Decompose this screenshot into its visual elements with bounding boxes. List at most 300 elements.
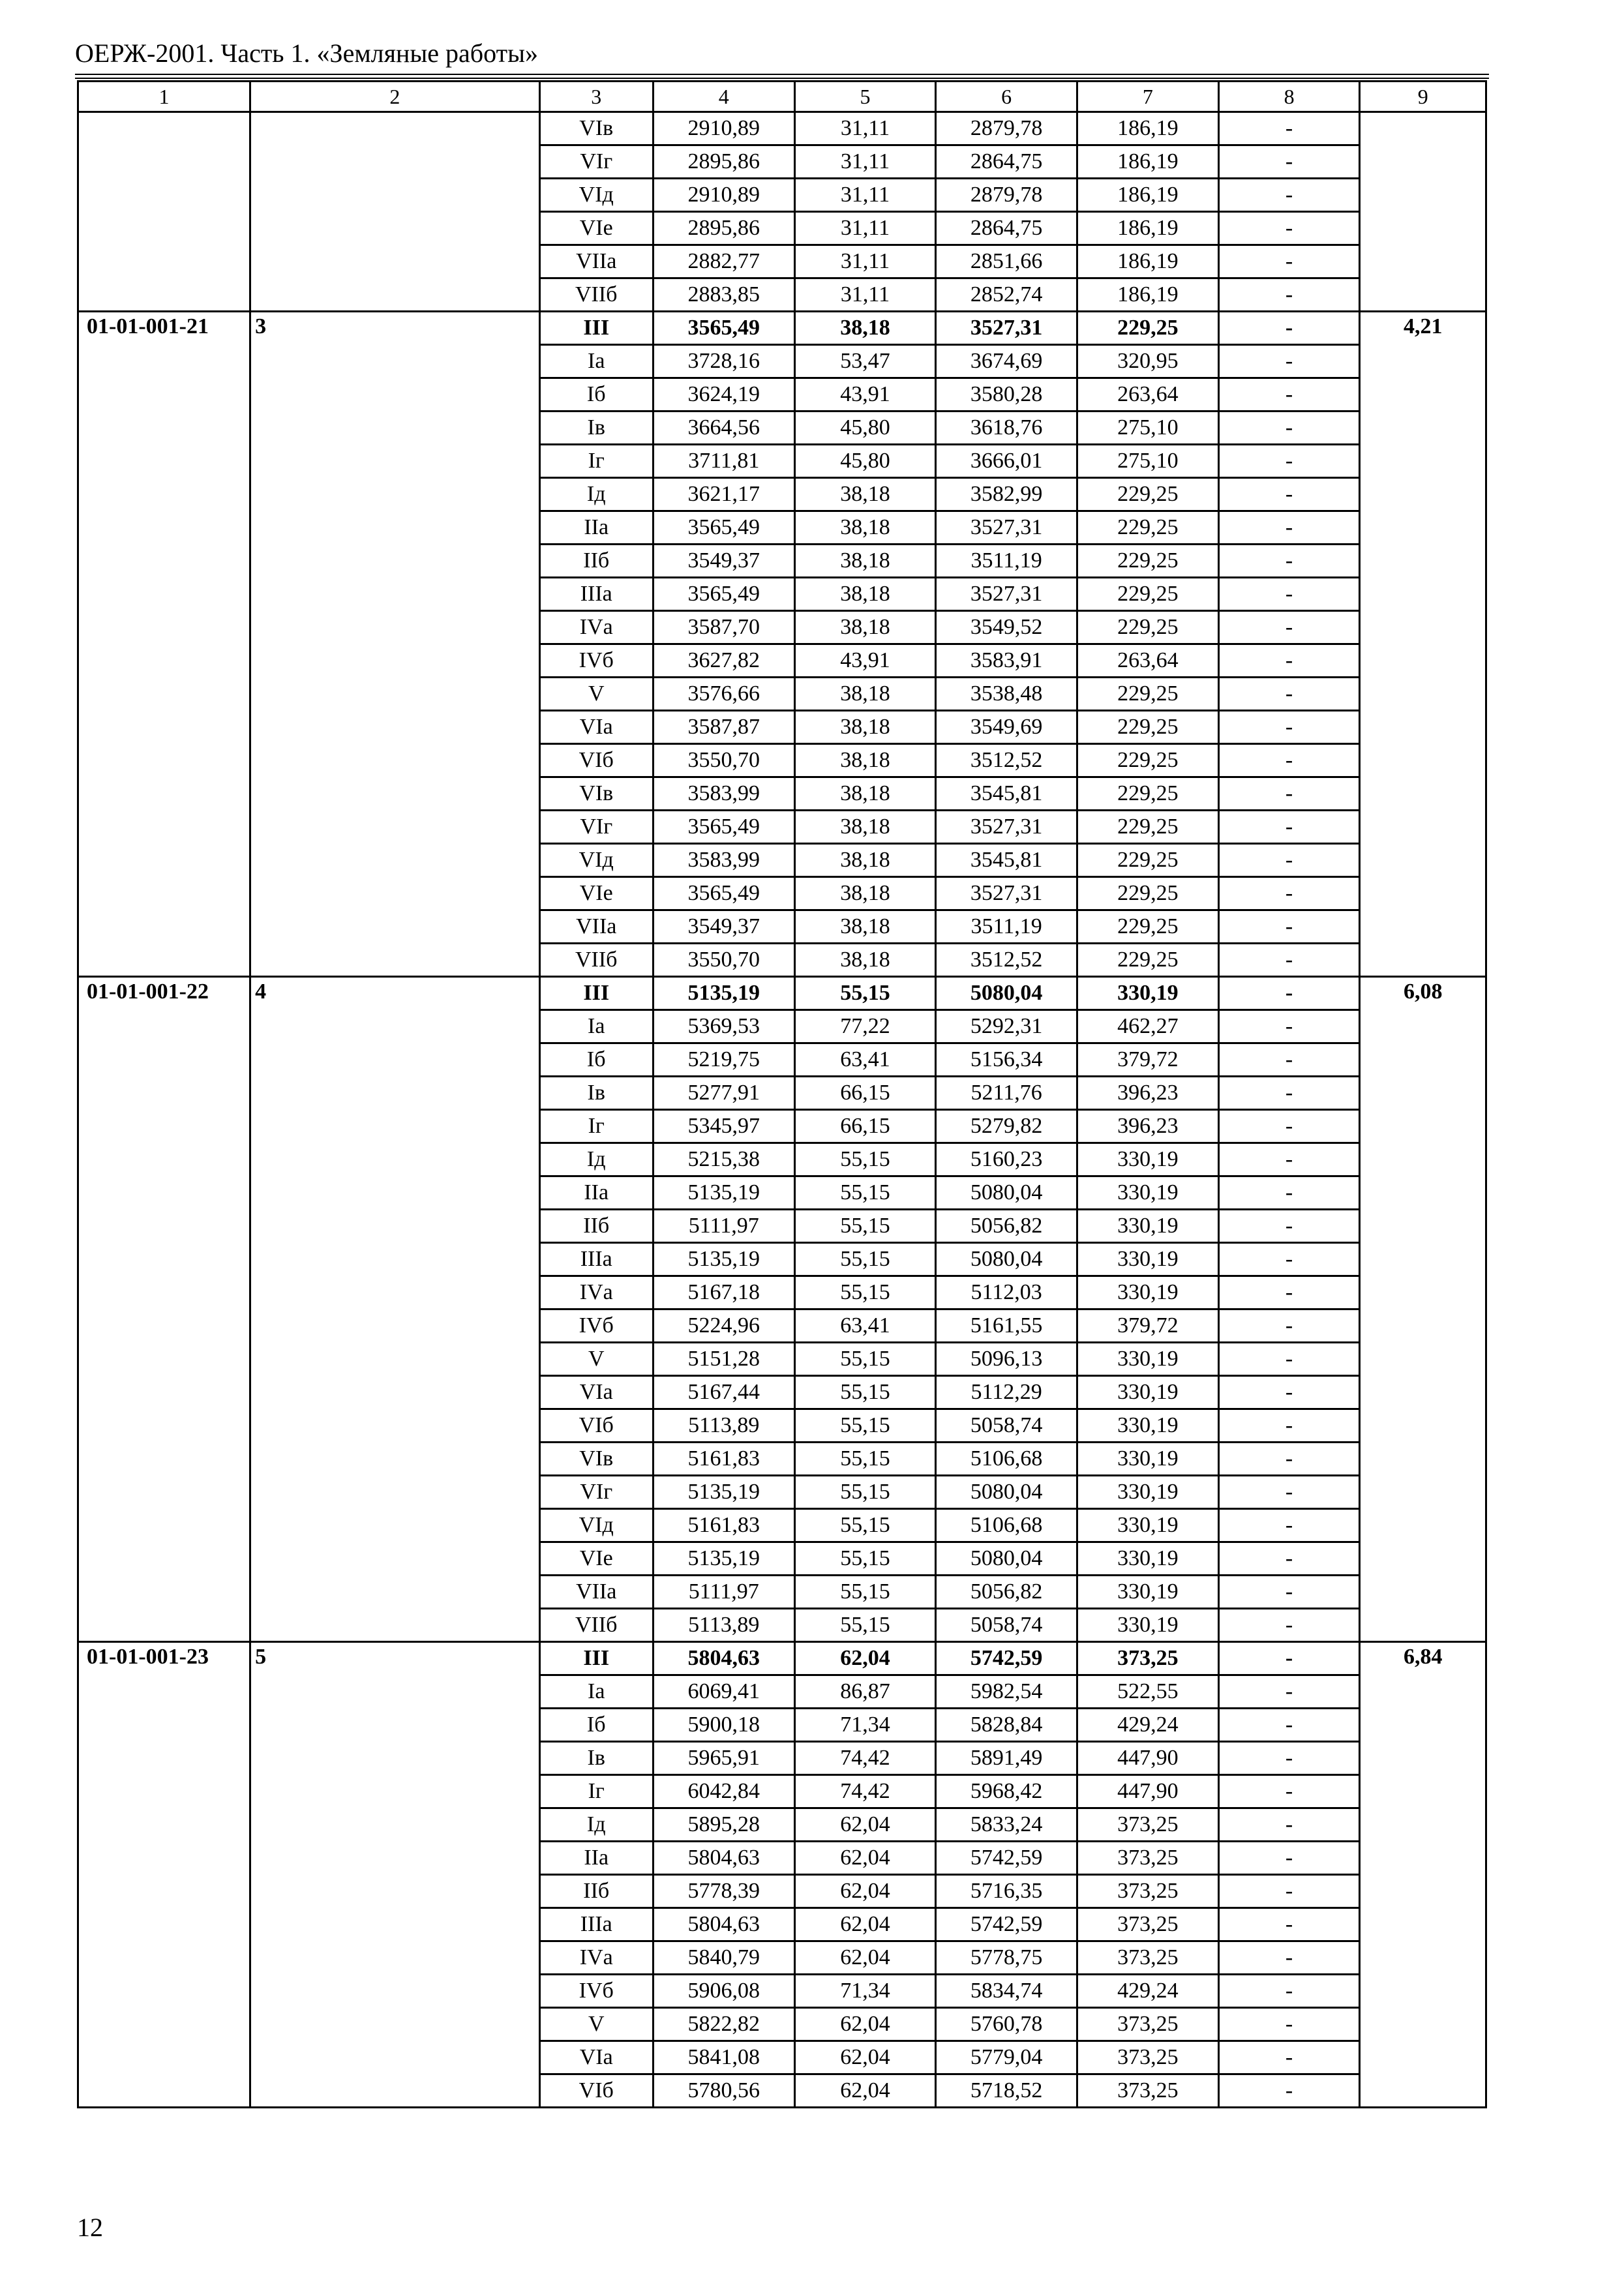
wage-cell: 38,18 xyxy=(794,678,936,711)
driver-wage-cell: 186,19 xyxy=(1077,112,1219,145)
class-cell: Iв xyxy=(539,1742,653,1775)
driver-wage-cell: 330,19 xyxy=(1077,1143,1219,1176)
material-cell: - xyxy=(1218,1775,1360,1808)
class-cell: IVа xyxy=(539,1941,653,1975)
class-cell: IVа xyxy=(539,1276,653,1309)
machine-cell: 3538,48 xyxy=(936,678,1077,711)
wage-cell: 55,15 xyxy=(794,1542,936,1576)
cost-cell: 5111,97 xyxy=(653,1210,794,1243)
machine-cell: 3527,31 xyxy=(936,511,1077,545)
wage-cell: 55,15 xyxy=(794,1143,936,1176)
machine-cell: 5292,31 xyxy=(936,1010,1077,1043)
machine-cell: 5106,68 xyxy=(936,1443,1077,1476)
material-cell: - xyxy=(1218,445,1360,478)
driver-wage-cell: 229,25 xyxy=(1077,611,1219,644)
machine-cell: 3512,52 xyxy=(936,944,1077,977)
driver-wage-cell: 373,25 xyxy=(1077,1808,1219,1842)
class-cell: VIIа xyxy=(539,245,653,278)
wage-cell: 55,15 xyxy=(794,1476,936,1509)
class-cell: Iг xyxy=(539,445,653,478)
page-header-title: ОЕРЖ-2001. Часть 1. «Земляные работы» xyxy=(75,38,538,68)
class-cell: Iб xyxy=(539,1043,653,1077)
material-cell: - xyxy=(1218,1243,1360,1276)
wage-cell: 38,18 xyxy=(794,511,936,545)
driver-wage-cell: 330,19 xyxy=(1077,1176,1219,1210)
material-cell: - xyxy=(1218,1509,1360,1542)
machine-cell: 5112,03 xyxy=(936,1276,1077,1309)
class-cell: VIв xyxy=(539,777,653,811)
machine-cell: 5834,74 xyxy=(936,1975,1077,2008)
class-cell: III xyxy=(539,1642,653,1675)
driver-wage-cell: 229,25 xyxy=(1077,877,1219,910)
material-cell: - xyxy=(1218,910,1360,944)
driver-wage-cell: 229,25 xyxy=(1077,711,1219,744)
rate-code-cell: 01-01-001-22 xyxy=(78,977,250,1642)
machine-cell: 3674,69 xyxy=(936,345,1077,378)
material-cell: - xyxy=(1218,1409,1360,1443)
page-number: 12 xyxy=(77,2213,103,2242)
table-row xyxy=(78,312,1486,345)
class-cell: Iд xyxy=(539,1143,653,1176)
class-cell: VIг xyxy=(539,1476,653,1509)
wage-cell: 55,15 xyxy=(794,1243,936,1276)
column-number: 6 xyxy=(936,82,1077,112)
cost-cell: 6069,41 xyxy=(653,1675,794,1709)
wage-cell: 62,04 xyxy=(794,1808,936,1842)
machine-cell: 3545,81 xyxy=(936,777,1077,811)
cost-cell: 5965,91 xyxy=(653,1742,794,1775)
material-cell: - xyxy=(1218,877,1360,910)
machine-cell: 3580,28 xyxy=(936,378,1077,411)
material-cell: - xyxy=(1218,777,1360,811)
wage-cell: 38,18 xyxy=(794,578,936,611)
cost-cell: 3565,49 xyxy=(653,511,794,545)
cost-cell: 3583,99 xyxy=(653,844,794,877)
driver-wage-cell: 373,25 xyxy=(1077,1908,1219,1941)
cost-cell: 5135,19 xyxy=(653,1243,794,1276)
material-cell: - xyxy=(1218,1742,1360,1775)
cost-cell: 3576,66 xyxy=(653,678,794,711)
driver-wage-cell: 186,19 xyxy=(1077,179,1219,212)
driver-wage-cell: 429,24 xyxy=(1077,1975,1219,2008)
header-rule xyxy=(75,78,1489,79)
wage-cell: 55,15 xyxy=(794,1210,936,1243)
wage-cell: 55,15 xyxy=(794,1176,936,1210)
material-cell: - xyxy=(1218,1609,1360,1642)
driver-wage-cell: 229,25 xyxy=(1077,678,1219,711)
driver-wage-cell: 330,19 xyxy=(1077,1576,1219,1609)
cost-cell: 3587,87 xyxy=(653,711,794,744)
class-cell: Iг xyxy=(539,1110,653,1143)
driver-wage-cell: 330,19 xyxy=(1077,1276,1219,1309)
driver-wage-cell: 263,64 xyxy=(1077,644,1219,678)
machine-cell: 5742,59 xyxy=(936,1842,1077,1875)
driver-wage-cell: 373,25 xyxy=(1077,2008,1219,2041)
wage-cell: 71,34 xyxy=(794,1975,936,2008)
wage-cell: 55,15 xyxy=(794,1576,936,1609)
class-cell: IIIа xyxy=(539,1908,653,1941)
rate-code-cell: 01-01-001-21 xyxy=(78,312,250,977)
class-cell: VIIа xyxy=(539,1576,653,1609)
material-cell: - xyxy=(1218,1808,1360,1842)
cost-cell: 5161,83 xyxy=(653,1443,794,1476)
material-cell: - xyxy=(1218,678,1360,711)
cost-cell: 3549,37 xyxy=(653,545,794,578)
labor-cost-cell xyxy=(1360,112,1486,312)
machine-cell: 3583,91 xyxy=(936,644,1077,678)
machine-cell: 5080,04 xyxy=(936,1476,1077,1509)
class-cell: V xyxy=(539,2008,653,2041)
rates-table xyxy=(77,80,1487,2108)
wage-cell: 62,04 xyxy=(794,2008,936,2041)
material-cell: - xyxy=(1218,1842,1360,1875)
machine-cell: 3511,19 xyxy=(936,910,1077,944)
cost-cell: 5900,18 xyxy=(653,1709,794,1742)
class-cell: VIг xyxy=(539,145,653,179)
machine-cell: 5982,54 xyxy=(936,1675,1077,1709)
driver-wage-cell: 275,10 xyxy=(1077,411,1219,445)
driver-wage-cell: 462,27 xyxy=(1077,1010,1219,1043)
machine-cell: 5828,84 xyxy=(936,1709,1077,1742)
wage-cell: 74,42 xyxy=(794,1775,936,1808)
machine-cell: 5742,59 xyxy=(936,1642,1077,1675)
cost-cell: 3728,16 xyxy=(653,345,794,378)
material-cell: - xyxy=(1218,1875,1360,1908)
driver-wage-cell: 229,25 xyxy=(1077,312,1219,345)
driver-wage-cell: 330,19 xyxy=(1077,1243,1219,1276)
cost-cell: 2910,89 xyxy=(653,112,794,145)
wage-cell: 38,18 xyxy=(794,944,936,977)
table-row xyxy=(78,1642,1486,1675)
cost-cell: 5135,19 xyxy=(653,1476,794,1509)
cost-cell: 5161,83 xyxy=(653,1509,794,1542)
material-cell: - xyxy=(1218,644,1360,678)
class-cell: III xyxy=(539,312,653,345)
cost-cell: 5215,38 xyxy=(653,1143,794,1176)
class-cell: Iа xyxy=(539,345,653,378)
wage-cell: 62,04 xyxy=(794,2041,936,2074)
machine-cell: 5080,04 xyxy=(936,1243,1077,1276)
material-cell: - xyxy=(1218,212,1360,245)
rate-code-cell xyxy=(78,112,250,312)
cost-cell: 5804,63 xyxy=(653,1642,794,1675)
machine-cell: 5096,13 xyxy=(936,1343,1077,1376)
wage-cell: 71,34 xyxy=(794,1709,936,1742)
machine-cell: 3527,31 xyxy=(936,811,1077,844)
wage-cell: 62,04 xyxy=(794,1908,936,1941)
column-number: 4 xyxy=(653,82,794,112)
wage-cell: 55,15 xyxy=(794,1443,936,1476)
cost-cell: 3550,70 xyxy=(653,944,794,977)
wage-cell: 66,15 xyxy=(794,1077,936,1110)
class-cell: Iд xyxy=(539,478,653,511)
wage-cell: 31,11 xyxy=(794,212,936,245)
cost-cell: 3664,56 xyxy=(653,411,794,445)
material-cell: - xyxy=(1218,1709,1360,1742)
class-cell: IVб xyxy=(539,644,653,678)
cost-cell: 3627,82 xyxy=(653,644,794,678)
class-cell: Iа xyxy=(539,1010,653,1043)
wage-cell: 38,18 xyxy=(794,877,936,910)
driver-wage-cell: 330,19 xyxy=(1077,1509,1219,1542)
material-cell: - xyxy=(1218,1110,1360,1143)
class-cell: VIе xyxy=(539,877,653,910)
driver-wage-cell: 186,19 xyxy=(1077,245,1219,278)
material-cell: - xyxy=(1218,1176,1360,1210)
wage-cell: 55,15 xyxy=(794,1509,936,1542)
driver-wage-cell: 229,25 xyxy=(1077,944,1219,977)
cost-cell: 5113,89 xyxy=(653,1609,794,1642)
driver-wage-cell: 373,25 xyxy=(1077,1875,1219,1908)
driver-wage-cell: 229,25 xyxy=(1077,478,1219,511)
material-cell: - xyxy=(1218,1276,1360,1309)
cost-cell: 2883,85 xyxy=(653,278,794,312)
wage-cell: 55,15 xyxy=(794,1609,936,1642)
driver-wage-cell: 330,19 xyxy=(1077,1376,1219,1409)
driver-wage-cell: 229,25 xyxy=(1077,545,1219,578)
material-cell: - xyxy=(1218,2008,1360,2041)
material-cell: - xyxy=(1218,1542,1360,1576)
machine-cell: 2864,75 xyxy=(936,145,1077,179)
class-cell: V xyxy=(539,678,653,711)
wage-cell: 38,18 xyxy=(794,777,936,811)
class-cell: IVа xyxy=(539,611,653,644)
driver-wage-cell: 330,19 xyxy=(1077,1542,1219,1576)
labor-cost-cell: 6,84 xyxy=(1360,1642,1486,2108)
machine-cell: 5106,68 xyxy=(936,1509,1077,1542)
material-cell: - xyxy=(1218,1941,1360,1975)
wage-cell: 66,15 xyxy=(794,1110,936,1143)
wage-cell: 38,18 xyxy=(794,478,936,511)
material-cell: - xyxy=(1218,711,1360,744)
wage-cell: 63,41 xyxy=(794,1309,936,1343)
material-cell: - xyxy=(1218,1309,1360,1343)
machine-cell: 2879,78 xyxy=(936,179,1077,212)
driver-wage-cell: 373,25 xyxy=(1077,2074,1219,2108)
cost-cell: 5167,44 xyxy=(653,1376,794,1409)
machine-cell: 5156,34 xyxy=(936,1043,1077,1077)
machine-cell: 2852,74 xyxy=(936,278,1077,312)
material-cell: - xyxy=(1218,1975,1360,2008)
material-cell: - xyxy=(1218,312,1360,345)
class-cell: IVб xyxy=(539,1975,653,2008)
column-number-row xyxy=(78,82,1486,112)
material-cell: - xyxy=(1218,112,1360,145)
machine-cell: 3549,69 xyxy=(936,711,1077,744)
wage-cell: 63,41 xyxy=(794,1043,936,1077)
machine-cell: 3511,19 xyxy=(936,545,1077,578)
column-number: 1 xyxy=(78,82,250,112)
wage-cell: 62,04 xyxy=(794,2074,936,2108)
cost-cell: 5135,19 xyxy=(653,1176,794,1210)
material-cell: - xyxy=(1218,1443,1360,1476)
machine-cell: 2864,75 xyxy=(936,212,1077,245)
material-cell: - xyxy=(1218,345,1360,378)
driver-wage-cell: 373,25 xyxy=(1077,1941,1219,1975)
material-cell: - xyxy=(1218,1043,1360,1077)
material-cell: - xyxy=(1218,977,1360,1010)
driver-wage-cell: 229,25 xyxy=(1077,910,1219,944)
machine-cell: 5779,04 xyxy=(936,2041,1077,2074)
wage-cell: 43,91 xyxy=(794,644,936,678)
machine-cell: 3527,31 xyxy=(936,312,1077,345)
wage-cell: 62,04 xyxy=(794,1842,936,1875)
cost-cell: 5780,56 xyxy=(653,2074,794,2108)
material-cell: - xyxy=(1218,411,1360,445)
material-cell: - xyxy=(1218,1642,1360,1675)
wage-cell: 55,15 xyxy=(794,1276,936,1309)
class-cell: III xyxy=(539,977,653,1010)
driver-wage-cell: 396,23 xyxy=(1077,1077,1219,1110)
driver-wage-cell: 447,90 xyxy=(1077,1775,1219,1808)
class-cell: VIIб xyxy=(539,1609,653,1642)
class-cell: IIа xyxy=(539,1176,653,1210)
material-cell: - xyxy=(1218,478,1360,511)
machine-cell: 5160,23 xyxy=(936,1143,1077,1176)
rate-code-cell: 01-01-001-23 xyxy=(78,1642,250,2108)
driver-wage-cell: 379,72 xyxy=(1077,1043,1219,1077)
driver-wage-cell: 186,19 xyxy=(1077,145,1219,179)
table-body xyxy=(78,82,1486,2108)
machine-cell: 5080,04 xyxy=(936,1542,1077,1576)
cost-cell: 5895,28 xyxy=(653,1808,794,1842)
cost-cell: 5840,79 xyxy=(653,1941,794,1975)
material-cell: - xyxy=(1218,2074,1360,2108)
class-cell: IVб xyxy=(539,1309,653,1343)
wage-cell: 38,18 xyxy=(794,910,936,944)
machine-cell: 3549,52 xyxy=(936,611,1077,644)
cost-cell: 3549,37 xyxy=(653,910,794,944)
cost-cell: 6042,84 xyxy=(653,1775,794,1808)
labor-cost-cell: 4,21 xyxy=(1360,312,1486,977)
wage-cell: 55,15 xyxy=(794,1343,936,1376)
driver-wage-cell: 330,19 xyxy=(1077,1476,1219,1509)
driver-wage-cell: 373,25 xyxy=(1077,1642,1219,1675)
class-cell: VIIб xyxy=(539,944,653,977)
cost-cell: 2882,77 xyxy=(653,245,794,278)
driver-wage-cell: 330,19 xyxy=(1077,1343,1219,1376)
driver-wage-cell: 330,19 xyxy=(1077,1409,1219,1443)
machine-cell: 5080,04 xyxy=(936,977,1077,1010)
class-cell: VIв xyxy=(539,112,653,145)
machine-cell: 5833,24 xyxy=(936,1808,1077,1842)
wage-cell: 38,18 xyxy=(794,844,936,877)
machine-cell: 5718,52 xyxy=(936,2074,1077,2108)
wage-cell: 43,91 xyxy=(794,378,936,411)
cost-cell: 5135,19 xyxy=(653,1542,794,1576)
cost-cell: 2910,89 xyxy=(653,179,794,212)
cost-cell: 5167,18 xyxy=(653,1276,794,1309)
cost-cell: 3565,49 xyxy=(653,811,794,844)
machine-cell: 5112,29 xyxy=(936,1376,1077,1409)
class-cell: Iб xyxy=(539,378,653,411)
machine-cell: 3527,31 xyxy=(936,578,1077,611)
driver-wage-cell: 186,19 xyxy=(1077,278,1219,312)
column-number: 5 xyxy=(794,82,936,112)
wage-cell: 31,11 xyxy=(794,145,936,179)
wage-cell: 31,11 xyxy=(794,112,936,145)
driver-wage-cell: 373,25 xyxy=(1077,2041,1219,2074)
class-cell: IIб xyxy=(539,1210,653,1243)
table-row xyxy=(78,112,1486,145)
column-number: 3 xyxy=(539,82,653,112)
cost-cell: 5277,91 xyxy=(653,1077,794,1110)
material-cell: - xyxy=(1218,245,1360,278)
machine-cell: 5716,35 xyxy=(936,1875,1077,1908)
class-cell: Iа xyxy=(539,1675,653,1709)
machine-cell: 5056,82 xyxy=(936,1210,1077,1243)
class-cell: Iв xyxy=(539,1077,653,1110)
class-cell: VIа xyxy=(539,2041,653,2074)
driver-wage-cell: 275,10 xyxy=(1077,445,1219,478)
class-cell: VIе xyxy=(539,1542,653,1576)
machine-cell: 3512,52 xyxy=(936,744,1077,777)
driver-wage-cell: 330,19 xyxy=(1077,977,1219,1010)
class-cell: V xyxy=(539,1343,653,1376)
material-cell: - xyxy=(1218,278,1360,312)
cost-cell: 2895,86 xyxy=(653,145,794,179)
material-cell: - xyxy=(1218,1143,1360,1176)
wage-cell: 38,18 xyxy=(794,744,936,777)
machine-cell: 3527,31 xyxy=(936,877,1077,910)
cost-cell: 3583,99 xyxy=(653,777,794,811)
class-cell: IIб xyxy=(539,545,653,578)
material-cell: - xyxy=(1218,2041,1360,2074)
machine-cell: 5778,75 xyxy=(936,1941,1077,1975)
cost-cell: 5113,89 xyxy=(653,1409,794,1443)
machine-cell: 5161,55 xyxy=(936,1309,1077,1343)
cost-cell: 5804,63 xyxy=(653,1908,794,1941)
cost-cell: 5111,97 xyxy=(653,1576,794,1609)
material-cell: - xyxy=(1218,944,1360,977)
machine-cell: 5891,49 xyxy=(936,1742,1077,1775)
wage-cell: 38,18 xyxy=(794,711,936,744)
cost-cell: 3565,49 xyxy=(653,578,794,611)
class-cell: VIб xyxy=(539,1409,653,1443)
class-cell: IIIа xyxy=(539,1243,653,1276)
cost-cell: 5345,97 xyxy=(653,1110,794,1143)
cost-cell: 5135,19 xyxy=(653,977,794,1010)
driver-wage-cell: 522,55 xyxy=(1077,1675,1219,1709)
material-cell: - xyxy=(1218,1210,1360,1243)
driver-wage-cell: 229,25 xyxy=(1077,811,1219,844)
material-cell: - xyxy=(1218,1908,1360,1941)
quantity-cell xyxy=(250,112,539,312)
machine-cell: 2879,78 xyxy=(936,112,1077,145)
wage-cell: 77,22 xyxy=(794,1010,936,1043)
class-cell: IIб xyxy=(539,1875,653,1908)
cost-cell: 3587,70 xyxy=(653,611,794,644)
wage-cell: 53,47 xyxy=(794,345,936,378)
driver-wage-cell: 229,25 xyxy=(1077,777,1219,811)
driver-wage-cell: 396,23 xyxy=(1077,1110,1219,1143)
wage-cell: 62,04 xyxy=(794,1941,936,1975)
cost-cell: 5804,63 xyxy=(653,1842,794,1875)
class-cell: VIа xyxy=(539,1376,653,1409)
cost-cell: 5906,08 xyxy=(653,1975,794,2008)
machine-cell: 5742,59 xyxy=(936,1908,1077,1941)
class-cell: VIв xyxy=(539,1443,653,1476)
class-cell: VIд xyxy=(539,179,653,212)
class-cell: VIд xyxy=(539,844,653,877)
wage-cell: 31,11 xyxy=(794,245,936,278)
machine-cell: 5211,76 xyxy=(936,1077,1077,1110)
material-cell: - xyxy=(1218,578,1360,611)
class-cell: VIIб xyxy=(539,278,653,312)
wage-cell: 55,15 xyxy=(794,1409,936,1443)
wage-cell: 38,18 xyxy=(794,611,936,644)
driver-wage-cell: 229,25 xyxy=(1077,511,1219,545)
